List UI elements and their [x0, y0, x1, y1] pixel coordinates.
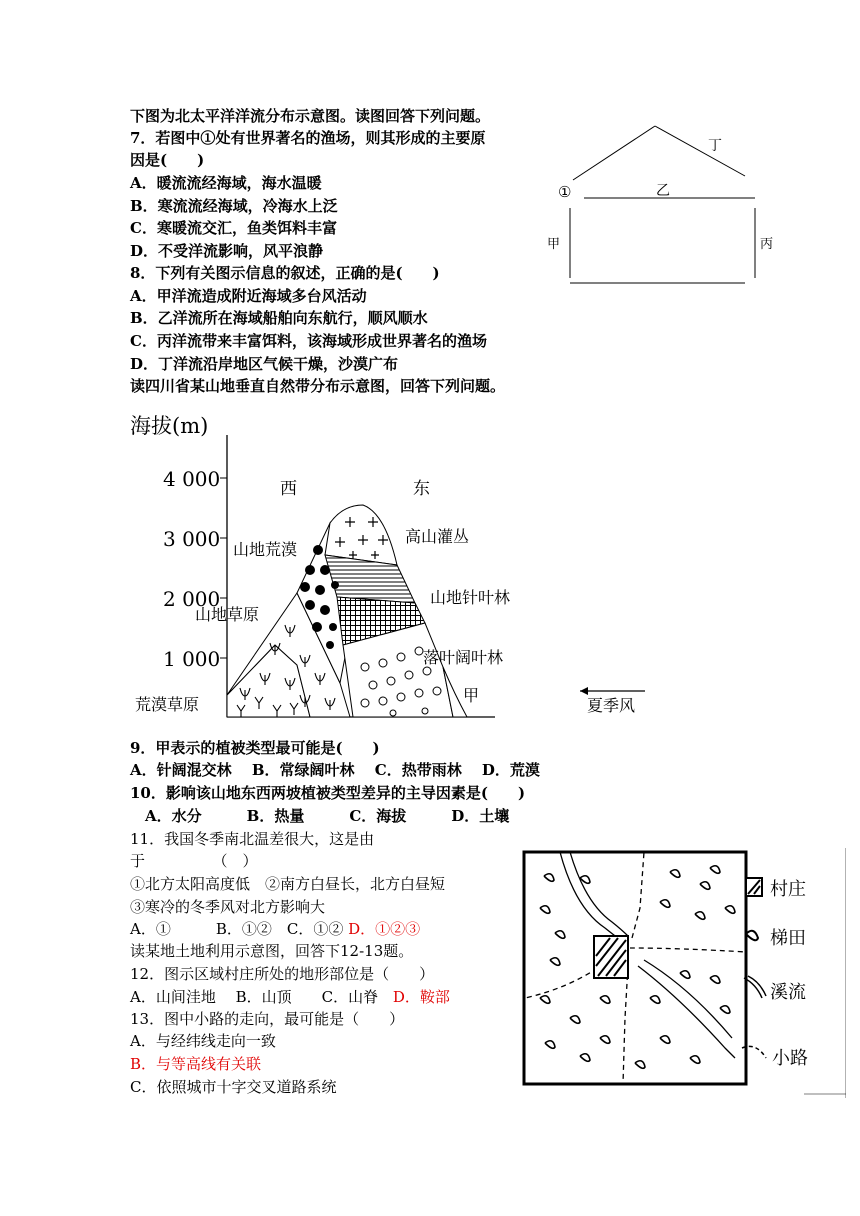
- q9-options: A．针阔混交林 B．常绿阔叶林 C．热带雨林 D．荒漠: [130, 761, 540, 779]
- label-west: 西: [280, 479, 297, 499]
- q12-answer-d: D．鞍部: [392, 988, 450, 1006]
- legend-village-label: 村庄: [770, 879, 806, 900]
- ocean-current-diagram: [540, 118, 790, 288]
- label-ding: 丁: [708, 138, 722, 154]
- q7-stem-line2: 因是( ): [130, 151, 205, 169]
- q11-stem-line2: 于 （ ）: [130, 852, 258, 870]
- zone-deciduous-forest: 落叶阔叶林: [423, 648, 504, 667]
- label-yi: 乙: [656, 183, 670, 199]
- zone-conifer-forest: 山地针叶林: [430, 588, 511, 607]
- q10-options: A．水分 B．热量 C．海拔 D．土壤: [130, 807, 510, 825]
- q8-option-d: D．丁洋流沿岸地区气候干燥，沙漠广布: [130, 355, 399, 373]
- legend-stream-label: 溪流: [770, 982, 806, 1003]
- q11-options-abc: A．① B．①② C．①②: [130, 920, 344, 938]
- q10-stem: 10．影响该山地东西两坡植被类型差异的主导因素是( ): [130, 784, 526, 802]
- zone-alpine-shrub: 高山灌丛: [405, 527, 470, 546]
- label-bing: 丙: [760, 237, 774, 252]
- q11-answer-d: D．①②③: [348, 920, 421, 938]
- legend-terrace-label: 梯田: [770, 928, 806, 949]
- zone-jia: 甲: [463, 686, 480, 705]
- label-east: 东: [413, 479, 430, 499]
- tick-4000: 4 000: [163, 467, 221, 491]
- q7-option-a: A．暖流流经海域，海水温暖: [130, 174, 322, 192]
- land-use-map: [520, 848, 846, 1098]
- zone-desert-steppe: 荒漠草原: [135, 695, 200, 714]
- q11-stem-line1: 11．我国冬季南北温差很大，这是由: [130, 830, 375, 848]
- y-axis-label: 海拔(m): [130, 414, 209, 438]
- q11-statements-1: ①北方太阳高度低 ②南方白昼长，北方白昼短: [130, 875, 446, 893]
- q13-option-c: C．依照城市十字交叉道路系统: [130, 1078, 337, 1096]
- q12-stem: 12．图示区域村庄所处的地形部位是（ ）: [130, 965, 435, 983]
- q7-stem-line1: 7．若图中①处有世界著名的渔场，则其形成的主要原: [130, 129, 486, 147]
- q12-options: [130, 987, 450, 1007]
- label-jia: 甲: [547, 237, 561, 252]
- q9-stem: 9．甲表示的植被类型最可能是( ): [130, 739, 380, 757]
- q8-option-c: C．丙洋流带来丰富饵料，该海域形成世界著名的渔场: [130, 332, 487, 350]
- intro-ocean-currents: 下图为北太平洋洋流分布示意图。读图回答下列问题。: [130, 107, 491, 125]
- q7-option-b: B．寒流流经海域，冷海水上泛: [130, 197, 338, 215]
- q7-option-c: C．寒暖流交汇，鱼类饵料丰富: [130, 219, 337, 237]
- summer-monsoon-label: 夏季风: [587, 696, 636, 715]
- mountain-zonation-diagram: [125, 405, 655, 725]
- zone-mountain-desert: 山地荒漠: [233, 540, 298, 559]
- q13-option-b: B．与等高线有关联: [130, 1055, 262, 1073]
- zone-mountain-grassland: 山地草原: [195, 605, 260, 624]
- tick-3000: 3 000: [163, 527, 221, 551]
- village-symbol: [594, 936, 628, 978]
- q11-statements-2: ③寒冷的冬季风对北方影响大: [130, 898, 326, 916]
- legend-terrace-icon: [746, 931, 758, 940]
- q12-intro: 读某地土地利用示意图，回答下12-13题。: [130, 942, 414, 960]
- label-mark-1: ①: [558, 183, 572, 201]
- q13-option-a: A．与经纬线走向一致: [130, 1032, 276, 1050]
- q12-options-abc: A．山间洼地 B．山顶 C．山脊: [130, 988, 379, 1006]
- q8-stem: 8．下列有关图示信息的叙述，正确的是( ): [130, 264, 440, 282]
- tick-2000: 2 000: [163, 587, 221, 611]
- q11-options: [130, 919, 420, 939]
- legend-path-label: 小路: [772, 1048, 808, 1069]
- q13-stem: 13．图中小路的走向，最可能是（ ）: [130, 1010, 405, 1028]
- tick-1000: 1 000: [163, 647, 221, 671]
- q8-option-a: A．甲洋流造成附近海域多台风活动: [130, 287, 367, 305]
- q7-option-d: D．不受洋流影响，风平浪静: [130, 242, 324, 260]
- q8-option-b: B．乙洋流所在海域船舶向东航行，顺风顺水: [130, 309, 428, 327]
- intro-mountain: 读四川省某山地垂直自然带分布示意图，回答下列问题。: [130, 377, 506, 395]
